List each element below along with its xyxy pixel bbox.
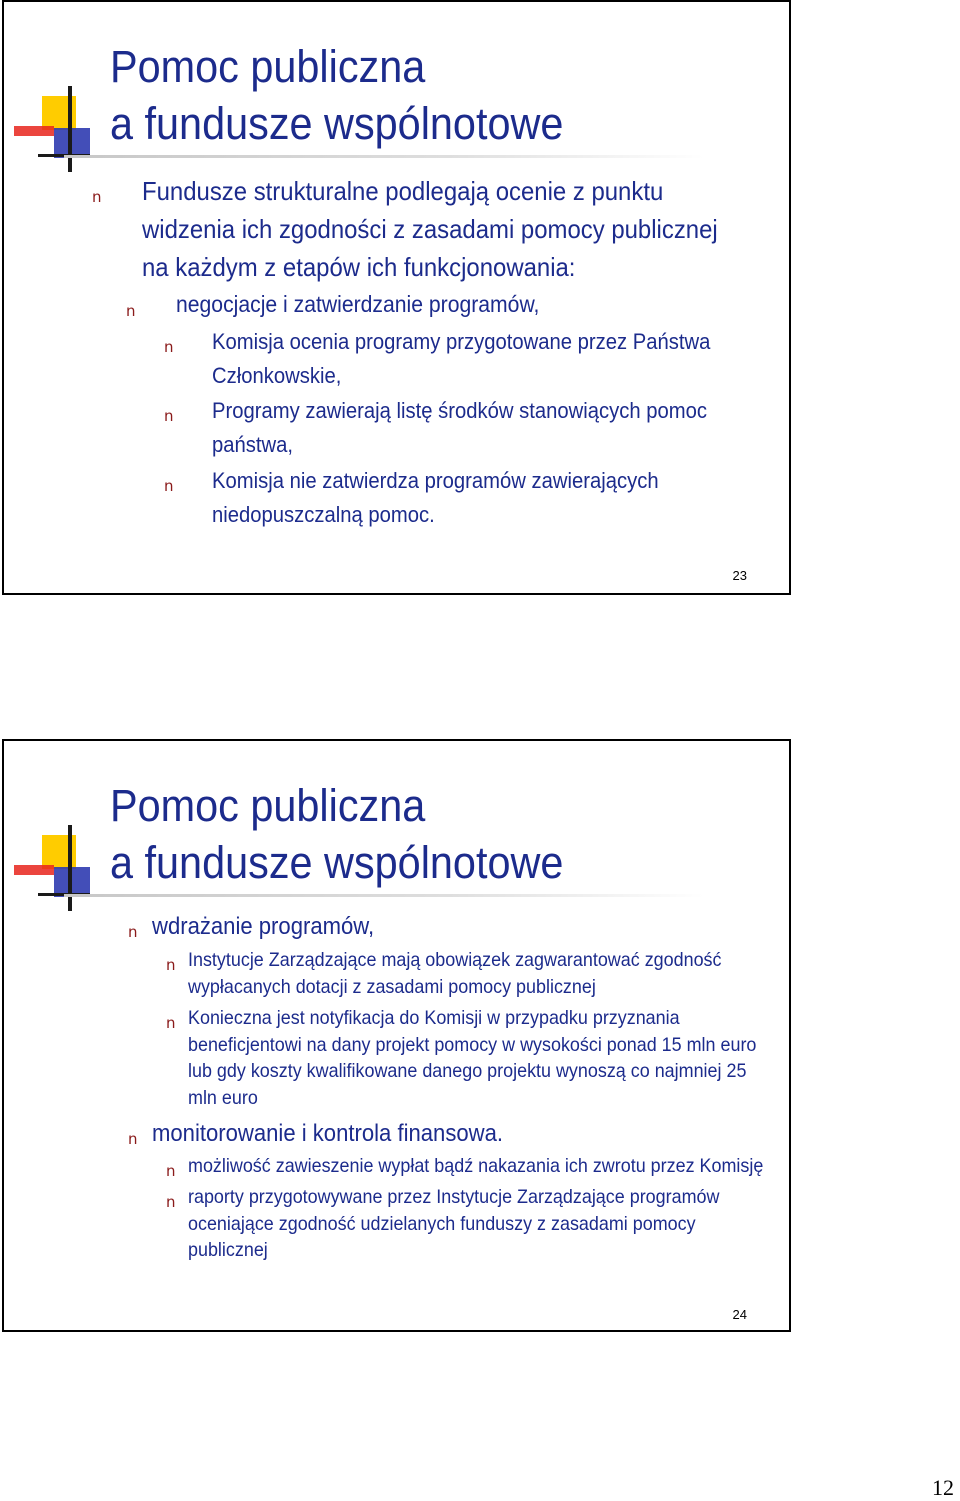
list-item: możliwość zawieszenie wypłat bądź nakazania ich zwrotu przez Komisję [188, 1155, 764, 1177]
list-item: raporty przygotowywane przez Instytucje Zarządzające programów oceniające zgodność udzielanych funduszy z zasadami pomocy publicznej [188, 1186, 720, 1261]
list-item: negocjacje i zatwierdzanie programów, [176, 291, 540, 317]
page-number: 12 [932, 1475, 954, 1500]
bullet-icon: n [164, 477, 174, 495]
slide-number: 23 [732, 568, 747, 583]
title-underline [64, 155, 704, 158]
slide-23 [2, 0, 791, 595]
slide-number: 24 [732, 1307, 747, 1322]
list-item: Instytucje Zarządzające mają obowiązek zagwarantować zgodność wypłacanych dotacji z zasadami pomocy publicznej [188, 949, 722, 998]
list-item: Fundusze strukturalne podlegają ocenie z punktu widzenia ich zgodności z zasadami pomocy publicznej na każdym z etapów ich funkcjonowania: [142, 176, 718, 282]
list-item: wdrażanie programów, [152, 913, 375, 940]
bullet-icon: n [164, 338, 174, 356]
slide-title-line1: Pomoc publiczna [110, 780, 426, 831]
list-item: Komisja nie zatwierdza programów zawierających niedopuszczalną pomoc. [212, 468, 659, 527]
list-item: Programy zawierają listę środków stanowiących pomoc państwa, [212, 398, 707, 457]
bullet-icon: n [128, 1130, 138, 1148]
slide-title-line1: Pomoc publiczna [110, 41, 426, 92]
bullet-icon: n [126, 302, 136, 320]
title-underline [64, 894, 704, 897]
slide-title [110, 38, 563, 152]
bullet-icon: n [128, 923, 138, 941]
list-item: monitorowanie i kontrola finansowa. [152, 1120, 504, 1147]
bullet-icon: n [166, 1162, 176, 1180]
bullet-icon: n [166, 1193, 176, 1211]
slide-logo-icon [12, 84, 92, 174]
list-item: Konieczna jest notyfikacja do Komisji w przypadku przyznania beneficjentowi na dany projekt pomocy w wysokości ponad 15 mln euro lub gdy koszty kwalifikowane danego projektu wynoszą co najmniej 25 mln euro [188, 1007, 757, 1109]
slide-logo-icon [12, 823, 92, 913]
slide-24 [2, 739, 791, 1332]
slide-title-line2: a fundusze wspólnotowe [110, 837, 564, 888]
slide-title-line2: a fundusze wspólnotowe [110, 98, 564, 149]
bullet-icon: n [166, 956, 176, 974]
slide-title [110, 777, 563, 891]
bullet-icon: n [164, 407, 174, 425]
list-item: Komisja ocenia programy przygotowane przez Państwa Członkowskie, [212, 329, 711, 388]
bullet-icon: n [92, 188, 102, 206]
bullet-icon: n [166, 1014, 176, 1032]
